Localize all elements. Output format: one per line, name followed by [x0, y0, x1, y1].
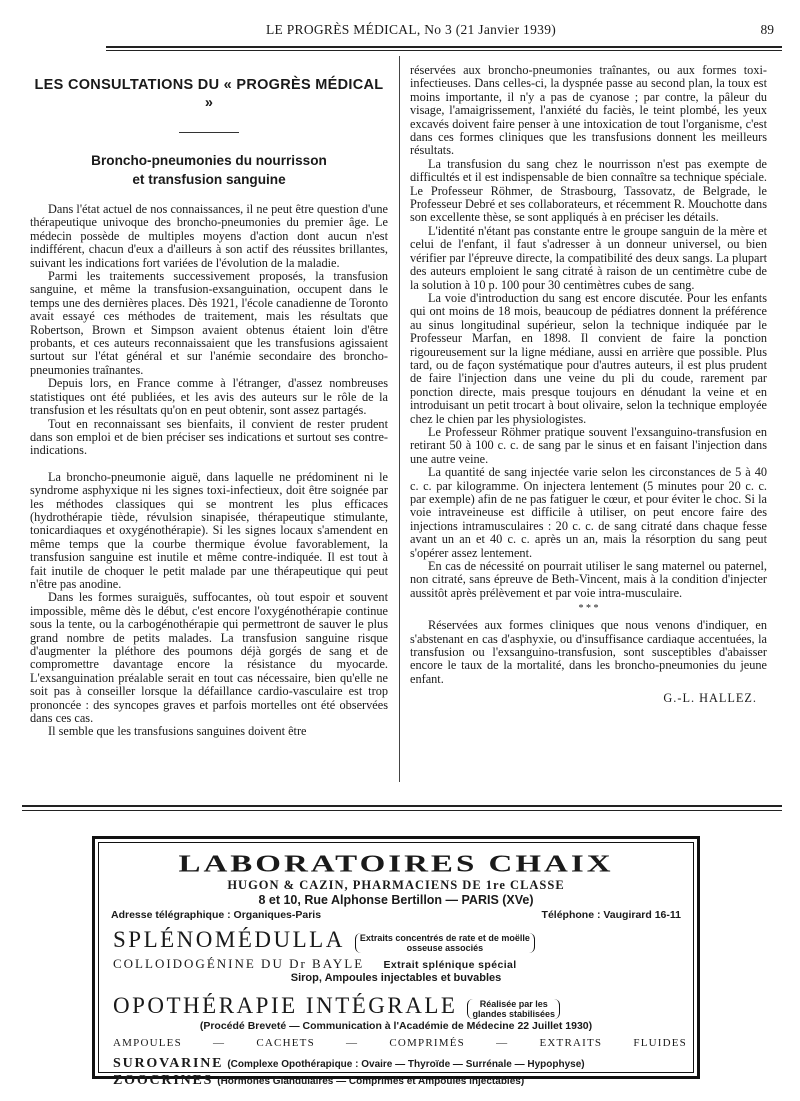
running-title: LE PROGRÈS MÉDICAL, No 3 (21 Janvier 1939) [265, 22, 557, 37]
ad-product-note [467, 999, 560, 1019]
ad-note-line: Extraits concentrés de rate et de moëlle [359, 933, 530, 944]
ad-product-name: OPOTHÉRAPIE INTÉGRALE [113, 993, 458, 1018]
ad-product-note [355, 933, 535, 953]
ad-patent: (Procédé Breveté — Communication à l'Académie de Médecine 22 Juillet 1930) [199, 1020, 593, 1032]
ad-product-splenomedulla [113, 927, 689, 953]
paragraph: réservées aux broncho-pneumonies traînantes, ou aux formes toxi-infectieuses. Dans celles-ci, la dyspnée passe au second plan, la toux est moins importante, il n'y a pas de cyanose ; par contre, la pâleur du visage, l'amaigrissement, l'anxiété du faciès, le teint plombé, les yeux excavés doivent faire penser à une intoxication de tout l'organisme, c'est dans ces formes cliniques que les transfusions donnent les meilleurs résultats. [410, 63, 767, 158]
ad-company-name: LABORATOIRES CHAIX [178, 850, 614, 878]
ad-product-name: COLLOIDOGÉNINE DU Dr BAYLE [113, 956, 365, 971]
section-title: LES CONSULTATIONS DU « PROGRÈS MÉDICAL » [34, 77, 384, 111]
section-break-stars: * * * [578, 603, 599, 615]
ad-product-note: (Hormones Glandulaires — Comprimés et Ampoules injectables) [217, 1076, 525, 1087]
ad-product-zoocrines [113, 1071, 687, 1089]
ad-note-line: glandes stabilisées [472, 1009, 555, 1020]
paragraph: La quantité de sang injectée varie selon les circonstances de 5 à 40 c. c. par kilogramme. On injectera lentement (5 minutes pour 20 c. c. par exemple) afin de ne pas fatiguer le cœur, et pour éviter le choc. Si la voie intraveineuse est difficile à utiliser, on peut encore faire des injections intramusculaires : 20 c. c. de sang citraté dans chaque fesse avant un an et 40 c. c. après un an, mais la résorption du sang peut s'opérer assez lentement. [410, 465, 767, 560]
ad-product-note: Extrait splénique spécial [383, 959, 517, 971]
paragraph: Tout en reconnaissant ses bienfaits, il convient de rester prudent dans son emploi et de bien préciser ses indications et surtout ses contre-indications. [30, 416, 388, 458]
right-column [410, 64, 767, 706]
ad-telegraph: Adresse télégraphique : Organiques-Paris [111, 909, 322, 921]
paragraph: La transfusion du sang chez le nourrisson n'est pas exempte de difficultés et il est indispensable de bien connaître sa technique spéciale. Le Professeur Röhmer, de Strasbourg, Tassovatz, de Belgrade, le Professeur Debré et ses collaborateurs, et récemment R. Mouchotte dans son excellente thèse, se sont appliqués à en préciser les détails. [410, 156, 767, 225]
title-divider [179, 132, 239, 133]
ad-owners: HUGON & CAZIN, PHARMACIENS DE 1re CLASSE [227, 878, 565, 892]
article-title-line1: Broncho-pneumonies du nourrisson [91, 153, 327, 168]
ad-address: 8 et 10, Rue Alphonse Bertillon — PARIS (XVe) [258, 893, 534, 907]
paragraph: Dans l'état actuel de nos connaissances, il ne peut être question d'une thérapeutique univoque des broncho-pneumonies du premier âge. Le médecin possède de multiples moyens d'action dont aucun n'est indifférent, chacun d'eux a d'ailleurs à son actif des réussites brillantes, suivant les indications fort variées de l'évolution de la maladie. [30, 202, 388, 270]
footer-rule-thin [22, 810, 782, 811]
ad-phone: Téléphone : Vaugirard 16-11 [541, 909, 681, 921]
paragraph: Parmi les traitements successivement proposés, la transfusion sanguine, et même la transfusion-exsanguination, occupent dans le temps une des dernières places. Dès 1921, l'école canadienne de Toronto avait essayé ces méthodes de traitement, mais les résultats que Robertson, Brown et Simpson avaient obtenus étaient loin d'être probants, et ces auteurs reconnaissaient que les transfusions agissaient surtout sur l'état général et sur l'anémie secondaire des broncho-pneumonies traînantes. [30, 269, 388, 377]
paragraph: Dans les formes suraiguës, suffocantes, où tout espoir et souvent impossible, même dès le début, c'est encore l'oxygénothérapie continue sous la tente, ou la carbogénothérapie qui permettront de sauver le plus grand nombre de petits malades. La transfusion sanguine risque d'augmenter la pléthore des poumons déjà gorgés de sang et de compromettre davantage encore la résistance du myocarde. L'exsanguination préalable serait en tout cas nécessaire, bien qu'elle ne soit pas à conseiller lorsque la défaillance cardio-vasculaire est trop prononcée : des syncopes graves et parfois mortelles ont été observées dans ces cas. [30, 590, 388, 726]
ad-contact-row [111, 909, 681, 921]
ad-note-line: Réalisée par les [479, 999, 548, 1010]
ad-product-name: ZOOCRINES [113, 1073, 214, 1088]
closing-paragraph: Réservées aux formes cliniques que nous venons d'indiquer, en s'abstenant en cas d'asphyxie, ou d'insuffisance cardiaque accentuées, la transfusion ou l'exsanguino-transfusion, sont susceptibles d'abaisser encore le taux de la mortalité, dans les broncho-pneumonies du jeune enfant. [410, 618, 767, 686]
paragraph: Il semble que les transfusions sanguines doivent être [48, 724, 307, 739]
paragraph: L'identité n'étant pas constante entre le groupe sanguin de la mère et celui de l'enfant, il faut s'adresser à un donneur universel, ou bien vérifier par l'épreuve directe, la compatibilité des deux sangs. La plupart des auteurs emploient le sang citraté à raison de un centimètre cube de la solution à 10 p. 100 pour 30 centimètres cubes de sang. [410, 223, 767, 292]
article-title-line2: et transfusion sanguine [132, 172, 286, 187]
ad-note-line: osseuse associés [406, 943, 484, 954]
ad-product-colloidogenine [113, 956, 689, 972]
header-rule [106, 46, 782, 48]
column-divider [399, 56, 400, 782]
ad-product-name: SPLÉNOMÉDULLA [113, 927, 345, 952]
left-column [30, 60, 388, 739]
running-header [40, 22, 782, 42]
ad-product-surovarine [113, 1054, 687, 1072]
ad-forms: Sirop, Ampoules injectables et buvables [290, 972, 502, 984]
author-signature: G.-L. HALLEZ. [663, 691, 757, 706]
article-title [30, 151, 388, 189]
page-number: 89 [760, 22, 774, 37]
header-rule-thin [106, 50, 782, 51]
paragraph: Depuis lors, en France comme à l'étranger, d'assez nombreuses statistiques ont été publiées, et les avis des auteurs sur le rôle de la transfusion et les résultats qu'on en peut obtenir, sont assez partagés. [30, 376, 388, 418]
footer-rule [22, 805, 782, 807]
ad-product-name: SUROVARINE [113, 1056, 224, 1071]
ad-product-opotherapie [113, 993, 689, 1019]
paragraph: La broncho-pneumonie aiguë, dans laquelle ne prédominent ni le syndrome asphyxique ni les signes toxi-infectieux, doit être soignée par les méthodes classiques qui se montrent les plus efficaces (hydrothérapie tiède, révulsion sinapisée, thérapeutique stimulante, tonicardiaques et oxygénothérapie). Si les signes locaux s'amendent en même temps que la courbe thermique évolue favorablement, la transfusion sanguine est inutile et même contre-indiquée. Il est tout à fait inutile de choquer le petit malade par une thérapeutique qui peut n'être pas anodine. [30, 469, 388, 591]
advertisement-box [92, 836, 700, 1088]
paragraph: Le Professeur Röhmer pratique souvent l'exsanguino-transfusion en retirant 50 à 100 c. c. de sang par le sinus et en faisant l'injection dans une autre veine. [410, 424, 767, 466]
ad-product-note: (Complexe Opothérapique : Ovaire — Thyroïde — Surrénale — Hypophyse) [227, 1059, 585, 1070]
ad-galenic-forms: AMPOULES — CACHETS — COMPRIMÉS — EXTRAITS FLUIDES [113, 1037, 687, 1049]
paragraph: En cas de nécessité on pourrait utiliser le sang maternel ou paternel, non citraté, sans épreuve de Beth-Vincent, mais à la condition d'injecter aussitôt après prélèvement et par voie intra-musculaire. [410, 559, 767, 600]
paragraph: La voie d'introduction du sang est encore discutée. Pour les enfants qui ont moins de 18 mois, beaucoup de pédiatres donnent la préférence au sinus longitudinal supérieur, selon la technique indiquée par le Professeur Marfan, en 1898. Il convient de faire la ponction rigoureusement sur la ligne médiane, aussi en arrière que possible. Plus tard, ou de façon systématique pour d'autres auteurs, il est plus prudent de faire l'injection dans une veine du pli du coude, rarement par ponction directe, mais presque toujours en dénudant la veine et en introduisant un petit trocart à bout olivaire, selon la technique employée chez le chien par les physiologistes. [410, 290, 767, 426]
